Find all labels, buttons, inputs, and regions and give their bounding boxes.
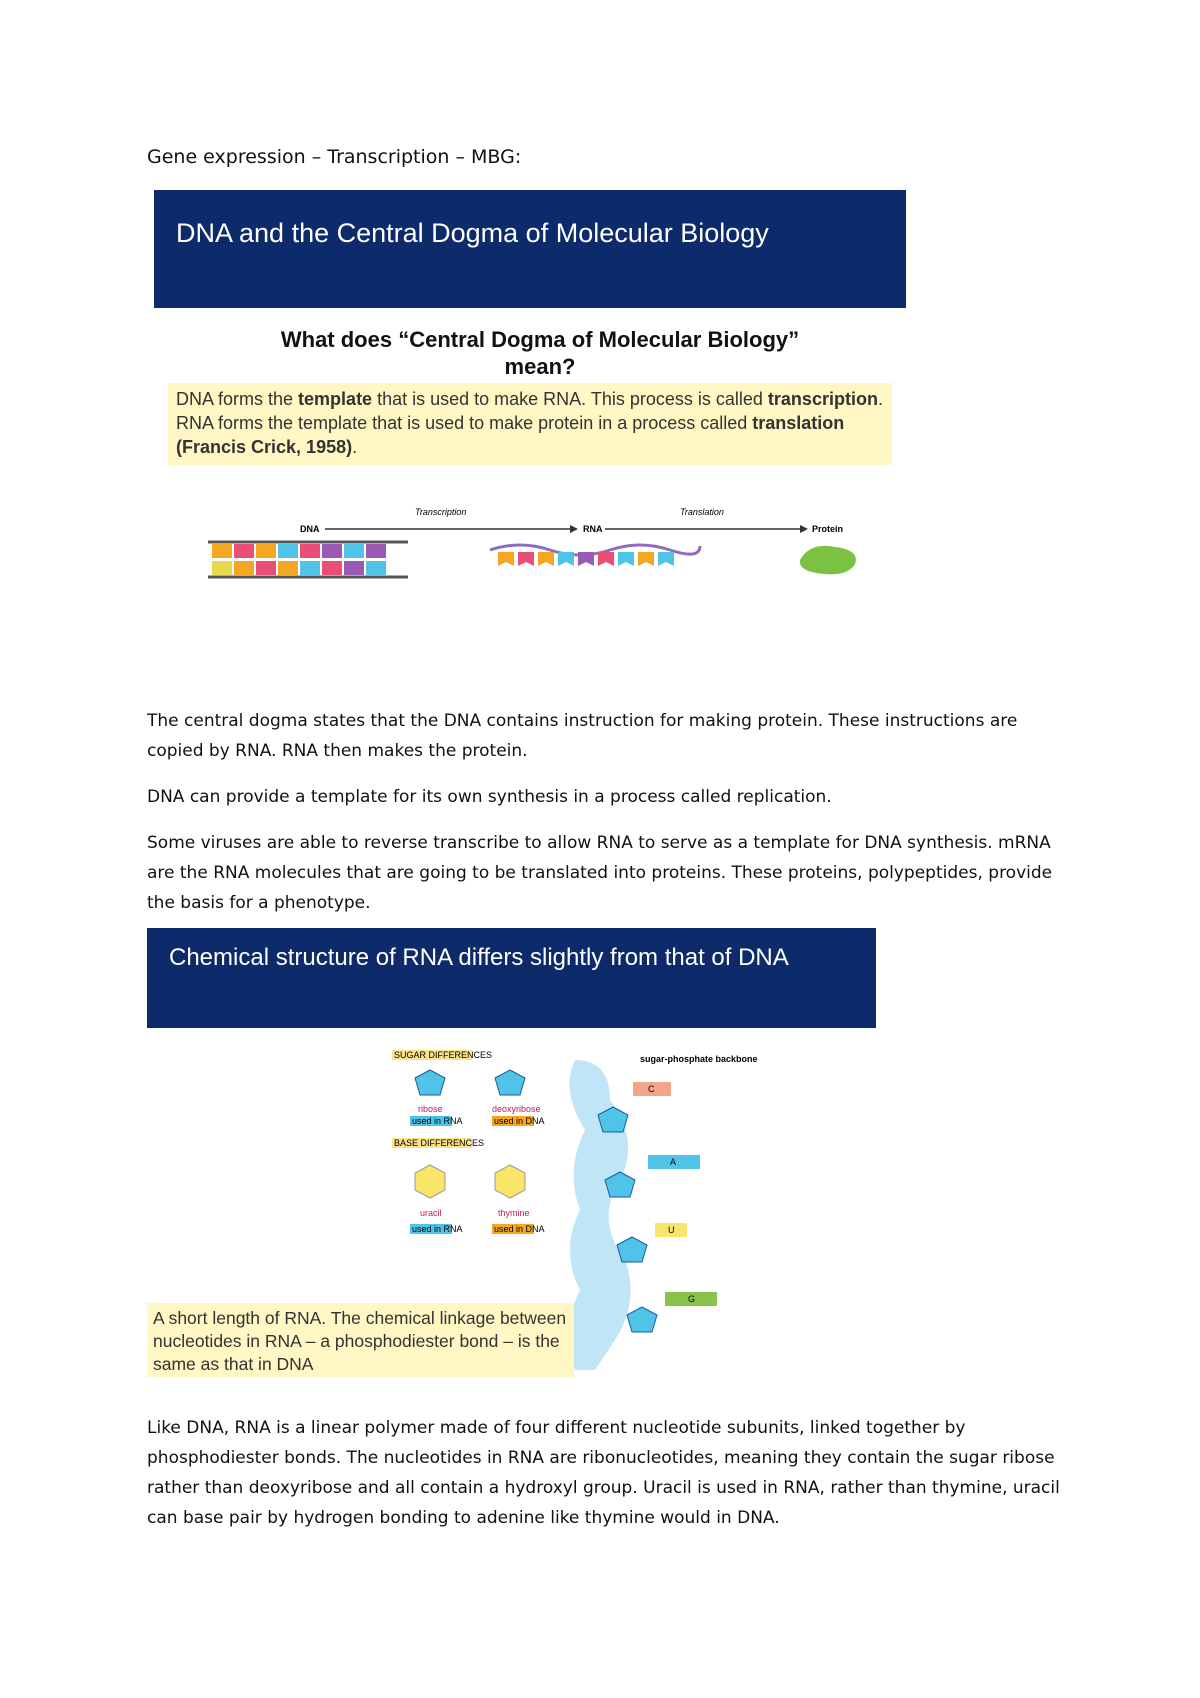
central-dogma-diagram (200, 492, 880, 587)
definition-bold-template: template (298, 389, 373, 409)
slide1-question (160, 326, 920, 380)
slide1-banner-title: DNA and the Central Dogma of Molecular Biology (176, 218, 769, 248)
definition-text: . RNA forms the template that is used to make protein in a process called (176, 389, 883, 433)
ribose-ring (415, 1070, 445, 1095)
transcription-label: Transcription (415, 507, 467, 517)
rna-strand (490, 545, 700, 566)
deoxyribose-label: deoxyribose (492, 1104, 541, 1114)
definition-text: that is used to make RNA. This process is called (372, 389, 768, 409)
used-in-rna-label-2: used in RNA (412, 1224, 463, 1234)
ribose-3 (617, 1237, 647, 1262)
definition-text: . (352, 437, 358, 457)
paragraph-reverse-transcription: Some viruses are able to reverse transcribe to allow RNA to serve as a template for DNA synthesis. mRNA are the RNA molecules that are going to be translated into proteins. These proteins, polypeptides, provide the basis for a phenotype. (147, 833, 1053, 913)
paragraph-replication: DNA can provide a template for its own synthesis in a process called replication. (147, 787, 832, 807)
ribose-label: ribose (418, 1104, 443, 1114)
dna-double-helix (208, 542, 408, 577)
definition-bold-transcription: transcription (767, 389, 878, 409)
used-in-dna-label: used in DNA (494, 1116, 545, 1126)
deoxyribose-ring (495, 1070, 525, 1095)
thymine-label: thymine (498, 1208, 530, 1218)
definition-text: DNA forms the (176, 389, 299, 409)
paragraph-central-dogma: The central dogma states that the DNA contains instruction for making protein. These instructions are copied by RNA. RNA then makes the protein. (147, 711, 1018, 761)
used-in-dna-label-2: used in DNA (494, 1224, 545, 1234)
rna-caption-box: A short length of RNA. The chemical linkage between nucleotides in RNA – a phosphodiester bond – is the same as that in DNA (147, 1303, 574, 1377)
base-a-label: A (670, 1157, 677, 1167)
protein-label: Protein (812, 524, 844, 534)
thymine-ring (495, 1165, 525, 1198)
definition-box (168, 383, 892, 465)
base-header: BASE DIFFERENCES (394, 1138, 485, 1148)
rna-label: RNA (583, 524, 603, 534)
base-g-label: G (688, 1294, 696, 1304)
document-heading: Gene expression – Transcription – MBG: (147, 146, 522, 168)
definition-bold-translation: translation (Francis Crick, 1958) (176, 413, 845, 457)
base-c-label: C (648, 1084, 655, 1094)
slide1-banner (154, 190, 906, 308)
slide2-banner (147, 928, 876, 1028)
paragraph-rna-structure: Like DNA, RNA is a linear polymer made of four different nucleotide subunits, linked together by phosphodiester bonds. The nucleotides in RNA are ribonucleotides, meaning they contain the sugar ribose rather than deoxyribose and all contain a hydroxyl group. Uracil is used in RNA, rather than thymine, uracil can base pair by hydrogen bonding to adenine like thymine would in DNA. (147, 1418, 1060, 1528)
translation-arrowhead (800, 525, 808, 533)
slide1-question-line1: What does “Central Dogma of Molecular Biology” (280, 327, 800, 352)
sugar-phosphate-backbone (569, 1060, 631, 1370)
base-u-label: U (668, 1225, 675, 1235)
transcription-arrowhead (570, 525, 578, 533)
uracil-ring (415, 1165, 445, 1198)
sugar-header: SUGAR DIFFERENCES (394, 1050, 493, 1060)
protein-blob (800, 546, 856, 574)
backbone-label: sugar-phosphate backbone (640, 1054, 758, 1064)
slide2-banner-title: Chemical structure of RNA differs slightly from that of DNA (169, 944, 789, 971)
used-in-rna-label: used in RNA (412, 1116, 463, 1126)
dna-label: DNA (300, 524, 320, 534)
ribose-4 (627, 1307, 657, 1332)
translation-label: Translation (680, 507, 724, 517)
slide1-question-line2: mean? (504, 354, 576, 379)
uracil-label: uracil (420, 1208, 442, 1218)
